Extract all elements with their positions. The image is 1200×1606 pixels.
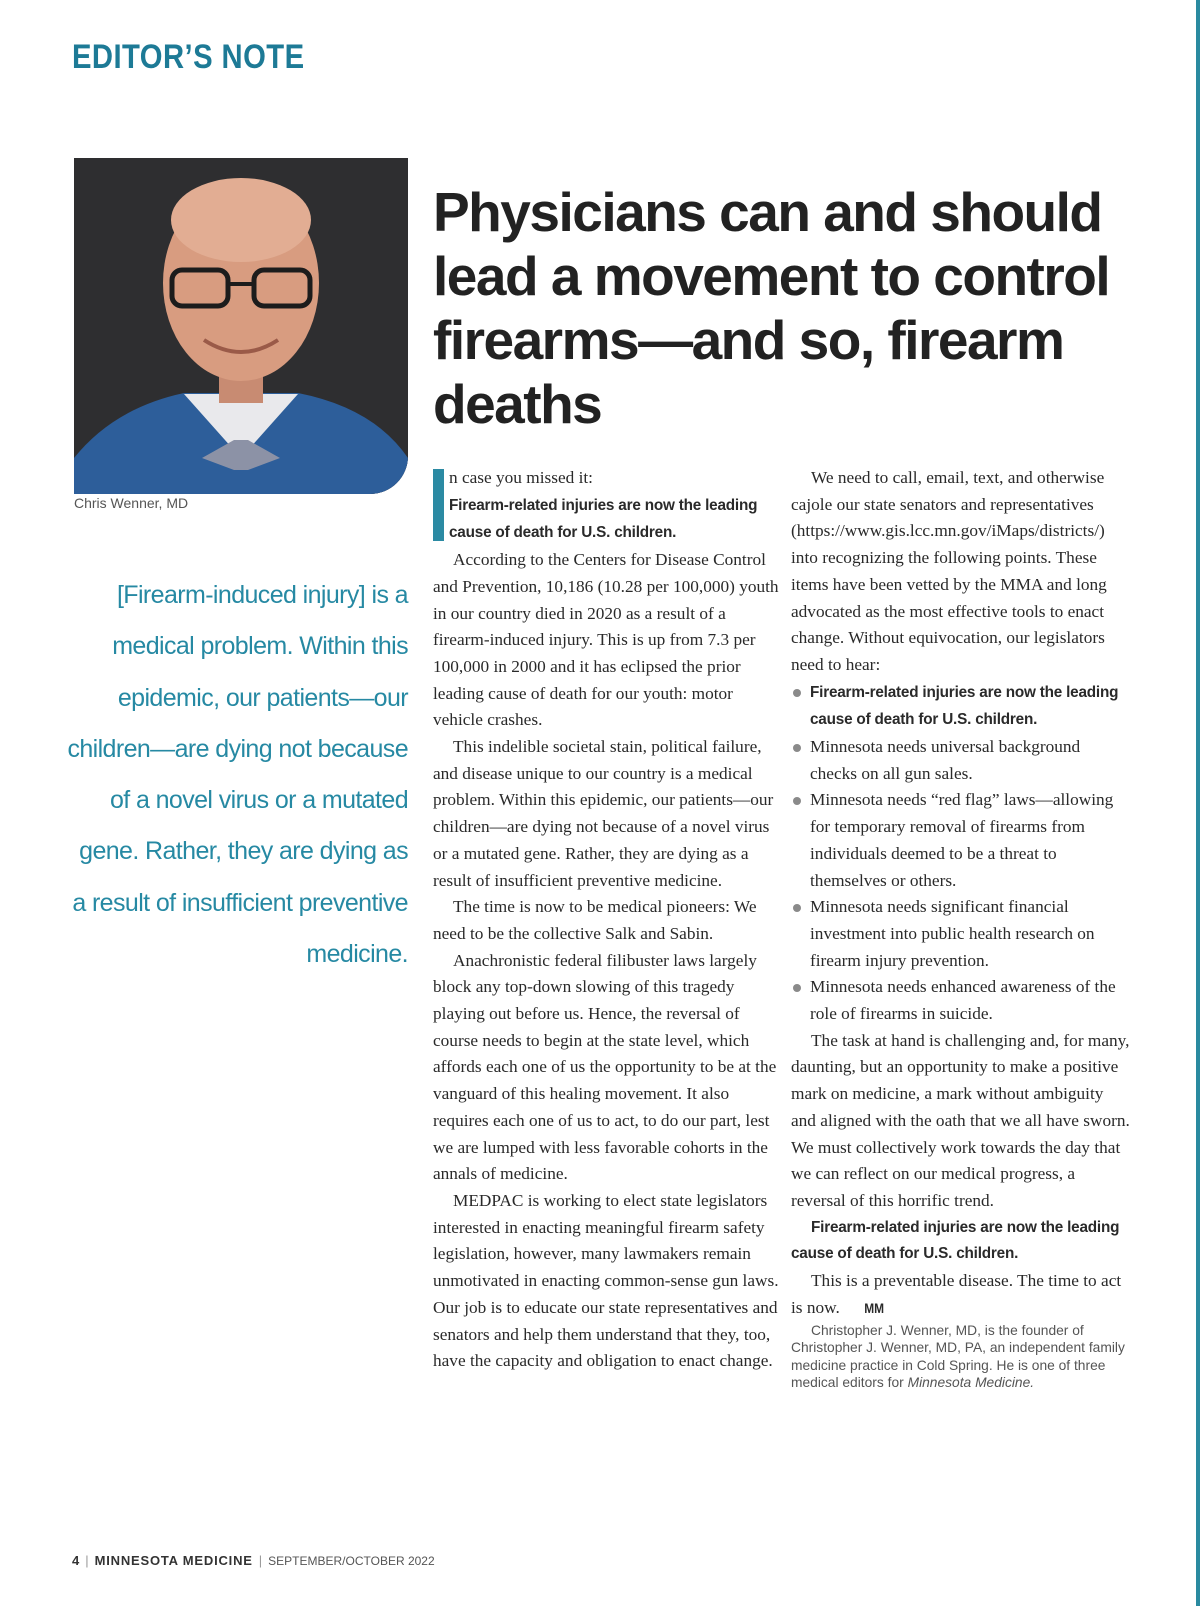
photo-caption: Chris Wenner, MD xyxy=(74,495,189,511)
bullet-bold-statement: Firearm-related injuries are now the leading cause of death for U.S. children. xyxy=(810,683,1119,729)
body-paragraph: We need to call, email, text, and otherwise cajole our state senators and representatives (https://www.gis.lcc.mn.gov/iMaps/districts/) into recognizing the following points. These items have been vetted by the MMA and long advocated as the most effective tools to enact change. Without equivocation, our legislators need to hear: xyxy=(791,468,1107,674)
list-item xyxy=(791,679,1131,734)
list-item: Minnesota needs significant financial investment into public health research on firearm injury prevention. xyxy=(791,894,1131,974)
final-paragraph xyxy=(791,1268,1131,1321)
footer-separator: | xyxy=(258,1553,263,1568)
body-paragraph: MEDPAC is working to elect state legislators interested in enacting meaningful firearm safety legislation, however, many lawmakers remain unmotivated in enacting common-sense gun laws. Our job is to educate our state representatives and senators and help them understand that they, too, have the capacity and obligation to enact change. xyxy=(433,1190,779,1371)
footer-separator: | xyxy=(85,1553,89,1568)
closing-bold-statement: Firearm-related injuries are now the leading cause of death for U.S. children. xyxy=(791,1218,1120,1263)
bio-text: Christopher J. Wenner, MD, is the founder of Christopher J. Wenner, MD, PA, an independent family medicine practice in Cold Spring. He is one of three medical editors for xyxy=(791,1322,1125,1391)
body-paragraph: According to the Centers for Disease Control and Prevention, 10,186 (10.28 per 100,000) youth in our country died in 2020 as a result of a firearm-induced injury. This is up from 7.3 per 100,000 in 2000 and it has eclipsed the prior leading cause of death for our youth: motor vehicle crashes. xyxy=(433,550,779,730)
body-paragraph: The time is now to be medical pioneers: We need to be the collective Salk and Sabin. xyxy=(433,897,757,943)
page-footer xyxy=(72,1553,435,1568)
page-edge-accent xyxy=(1196,0,1200,1606)
body-paragraph: This indelible societal stain, political failure, and disease unique to our country is a medical problem. Within this epidemic, our patients—our children—are dying not because of a novel virus or a mutated gene. Rather, they are dying as a result of insufficient preventive medicine. xyxy=(433,737,774,890)
bio-publication: Minnesota Medicine. xyxy=(907,1375,1035,1391)
article-column-2 xyxy=(791,465,1131,1392)
pull-quote: [Firearm-induced injury] is a medical problem. Within this epidemic, our patients—our children—are dying not because of a novel virus or a mutated gene. Rather, they are dying as a result of insufficient preventive medicine. xyxy=(67,581,408,969)
opening-text: n case you missed it: xyxy=(449,468,593,487)
legislator-points-list xyxy=(791,679,1131,1028)
body-paragraph: The task at hand is challenging and, for many, daunting, but an opportunity to make a positive mark on medicine, a mark without ambiguity and aligned with the oath that we all have sworn. We must collectively work towards the day that we can reflect on our medical progress, a reversal of this horrific trend. xyxy=(791,1030,1130,1210)
end-mark: MM xyxy=(864,1299,885,1316)
author-photo xyxy=(74,158,408,494)
list-item: Minnesota needs universal background checks on all gun sales. xyxy=(791,734,1131,787)
drop-cap-i xyxy=(433,469,444,541)
article-column-1 xyxy=(433,465,781,1375)
lead-bold-statement: Firearm-related injuries are now the leading cause of death for U.S. children. xyxy=(449,496,758,542)
final-text: This is a preventable disease. The time to act is now. xyxy=(791,1271,1122,1317)
body-paragraph: Anachronistic federal filibuster laws largely block any top-down slowing of this tragedy playing out before us. Hence, the reversal of course needs to begin at the state level, which affords each one of us the opportunity to be at the vanguard of this healing movement. It also requires each one of us to act, to do our part, lest we are lumped with less favorable cohorts in the annals of medicine. xyxy=(433,950,777,1184)
author-bio xyxy=(791,1322,1131,1392)
headline: Physicians can and should lead a movement to control firearms—and so, firearm deaths xyxy=(433,181,1110,435)
list-item: Minnesota needs “red flag” laws—allowing for temporary removal of firearms from individuals deemed to be a threat to themselves or others. xyxy=(791,787,1131,894)
publication-name: MINNESOTA MEDICINE xyxy=(94,1553,253,1568)
list-item: Minnesota needs enhanced awareness of the role of firearms in suicide. xyxy=(791,974,1131,1027)
author-portrait-illustration xyxy=(74,158,408,494)
page-number: 4 xyxy=(72,1553,80,1568)
section-label: EDITOR’S NOTE xyxy=(72,38,305,76)
opening-paragraph xyxy=(433,465,781,547)
issue-date: SEPTEMBER/OCTOBER 2022 xyxy=(268,1554,435,1568)
